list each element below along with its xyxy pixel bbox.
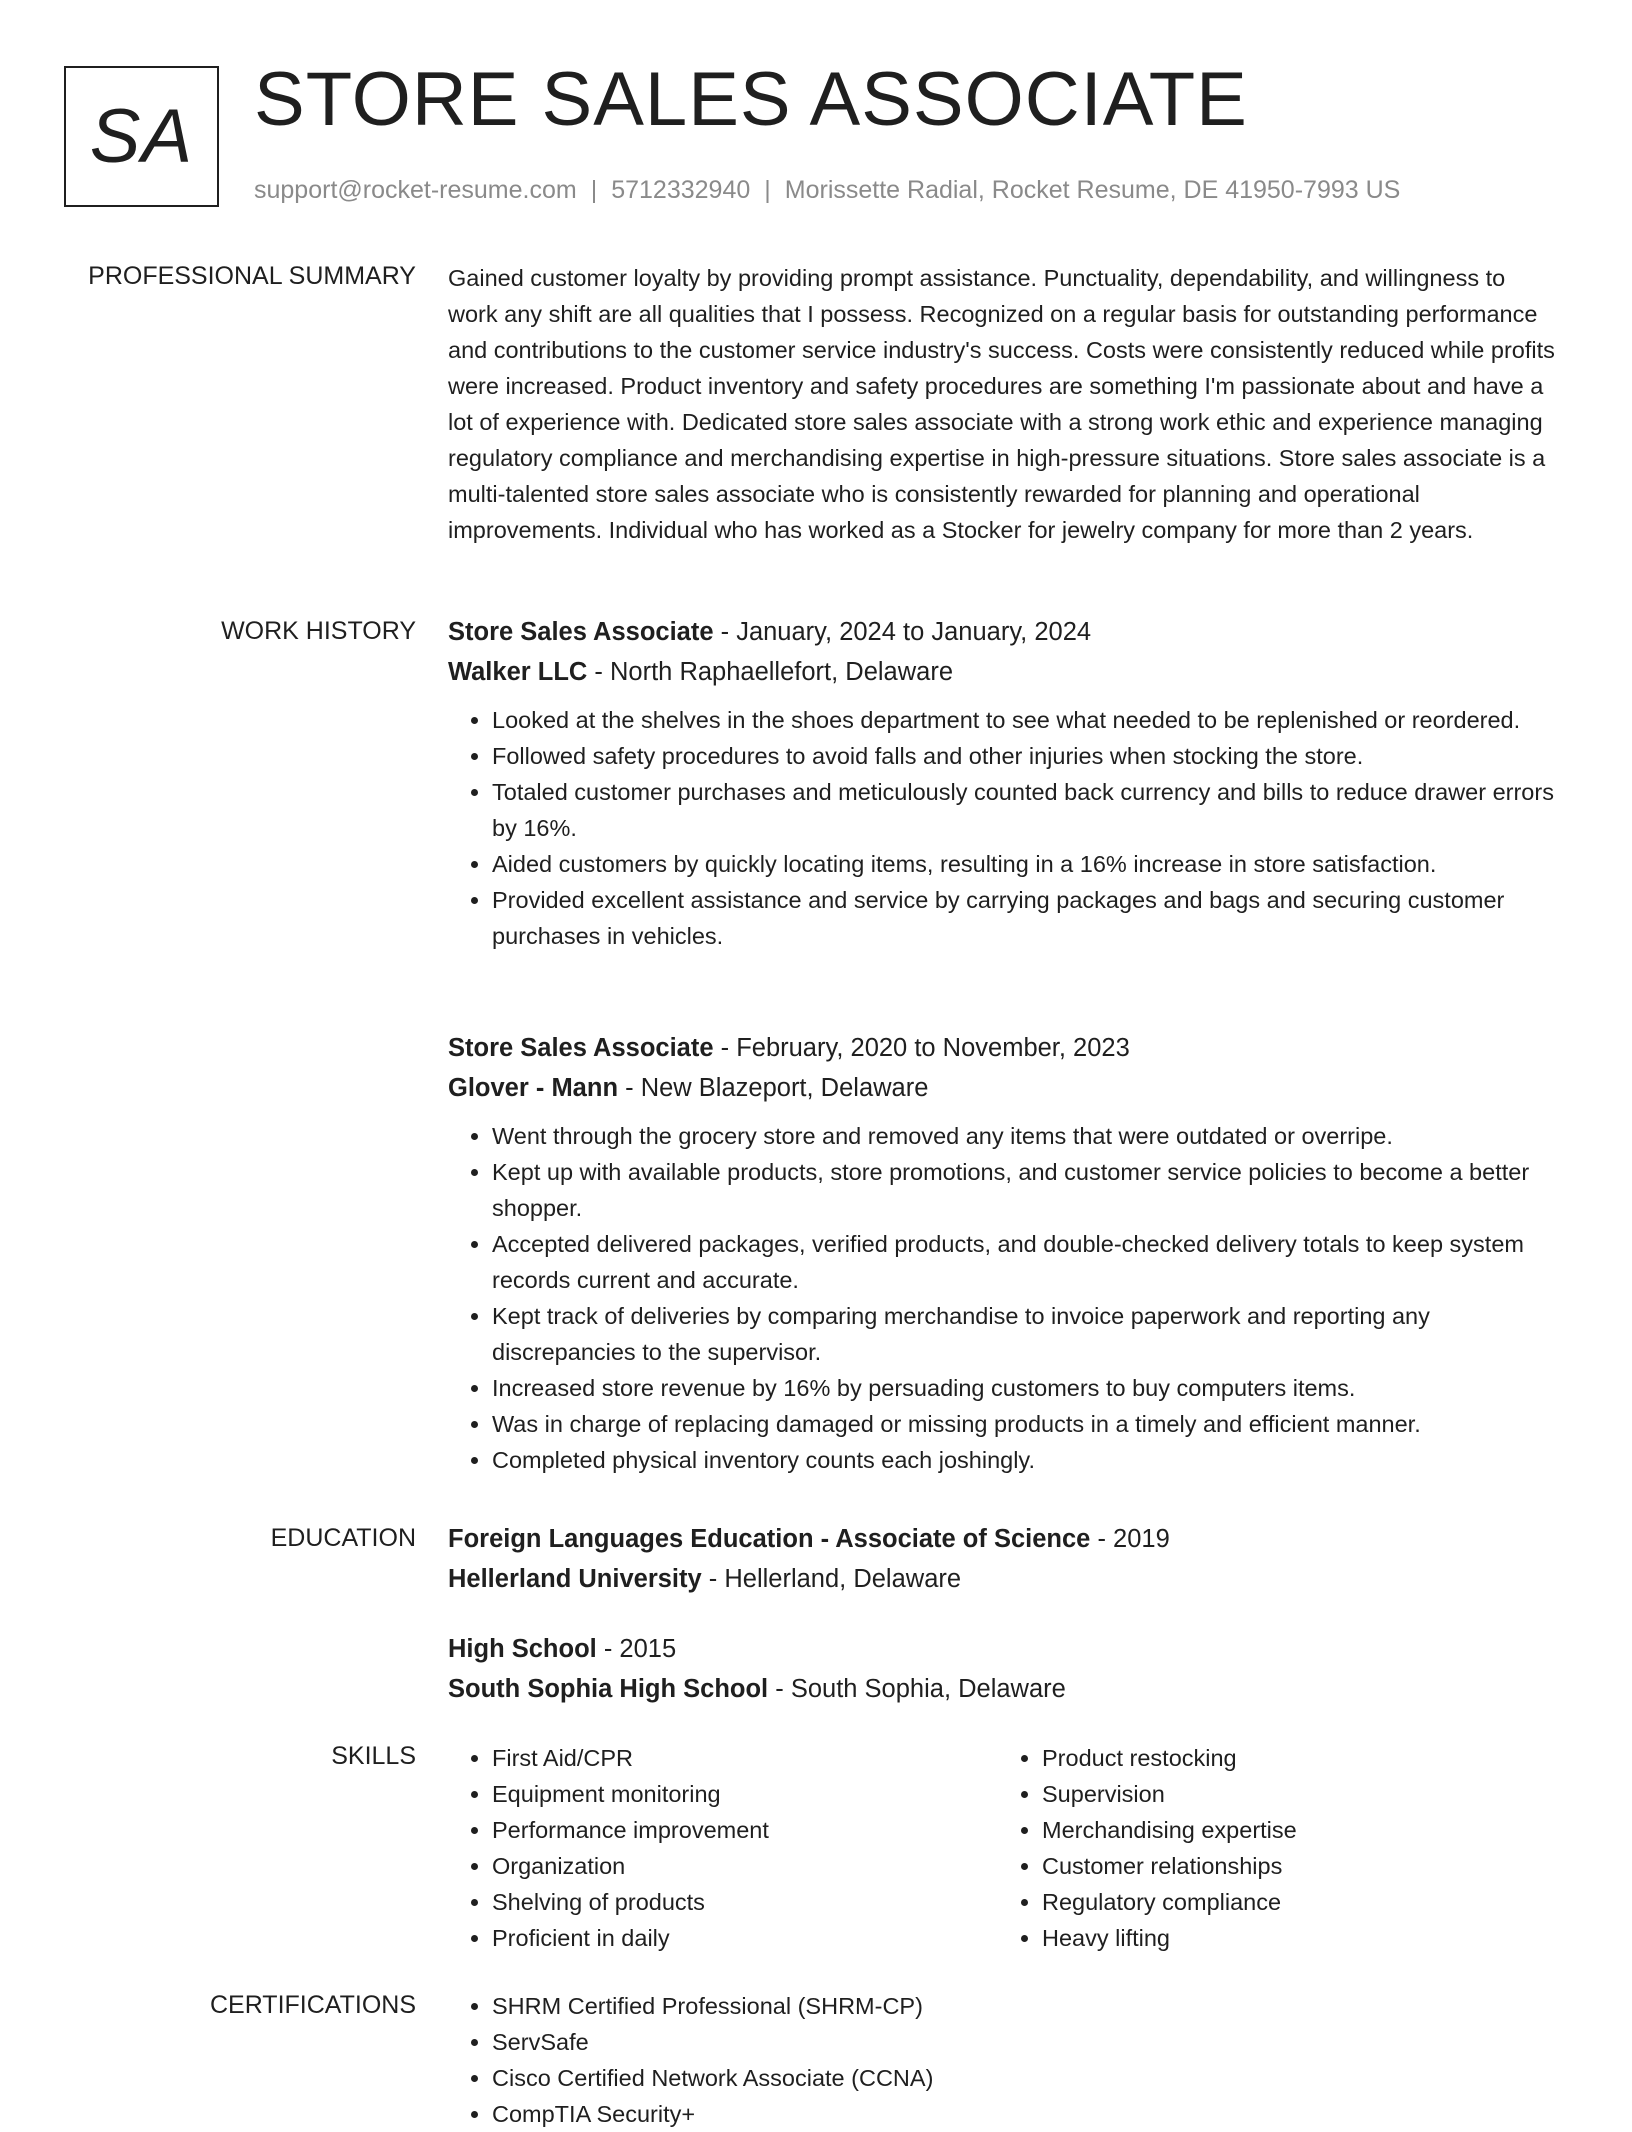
resume-title: STORE SALES ASSOCIATE [254, 57, 1248, 142]
job-bullet: • Was in charge of replacing damaged or missing products in a timely and efficient manner. [492, 1406, 1560, 1442]
job-bullet: • Completed physical inventory counts each joshingly. [492, 1442, 1560, 1478]
job-bullet: • Aided customers by quickly locating items, resulting in a 16% increase in store satisfaction. [492, 846, 1560, 882]
education-location: - Hellerland, Delaware [701, 1565, 962, 1593]
job-company-line [448, 652, 1560, 692]
job-company: Glover - Mann [448, 1074, 619, 1102]
skills-column-left [448, 1740, 998, 1956]
job-bullet: • Accepted delivered packages, verified products, and double-checked delivery totals to keep system records current and accurate. [492, 1226, 1560, 1298]
education-degree-line [448, 1629, 1560, 1669]
job-entry [448, 1028, 1560, 1478]
education-school: South Sophia High School [448, 1675, 769, 1703]
education-degree: Foreign Languages Education - Associate of Science [448, 1525, 1091, 1553]
job-bullet: • Totaled customer purchases and meticulously counted back currency and bills to reduce drawer errors by 16%. [492, 774, 1560, 846]
skill-item: • Merchandising expertise [1042, 1812, 1548, 1848]
certifications-list [448, 1988, 1560, 2132]
skill-item: • Customer relationships [1042, 1848, 1548, 1884]
education-entry [448, 1629, 1560, 1709]
education-year: - 2019 [1090, 1525, 1170, 1553]
certifications-bullets [448, 1988, 1560, 2132]
contact-line [254, 176, 1400, 205]
section-label-work-history: WORK HISTORY [221, 617, 416, 645]
contact-email[interactable]: support@rocket-resume.com [254, 176, 577, 204]
skill-item: • First Aid/CPR [492, 1740, 998, 1776]
contact-phone[interactable]: 5712332940 [611, 176, 751, 204]
certification-item: • CompTIA Security+ [492, 2096, 1560, 2132]
contact-separator: | [590, 176, 598, 204]
job-company: Walker LLC [448, 658, 588, 686]
education-school-line [448, 1559, 1560, 1599]
skill-item: • Performance improvement [492, 1812, 998, 1848]
job-title: Store Sales Associate [448, 618, 714, 646]
job-bullets [448, 702, 1560, 954]
section-label-summary: PROFESSIONAL SUMMARY [88, 262, 416, 290]
job-location: - North Raphaellefort, Delaware [587, 658, 954, 686]
skill-item: • Supervision [1042, 1776, 1548, 1812]
section-label-education: EDUCATION [270, 1524, 416, 1552]
job-bullet: • Provided excellent assistance and service by carrying packages and bags and securing customer purchases in vehicles. [492, 882, 1560, 954]
skill-item: • Organization [492, 1848, 998, 1884]
job-bullet: • Looked at the shelves in the shoes department to see what needed to be replenished or reordered. [492, 702, 1560, 738]
education-year: - 2015 [596, 1635, 677, 1663]
skill-item: • Heavy lifting [1042, 1920, 1548, 1956]
summary-text: Gained customer loyalty by providing prompt assistance. Punctuality, dependability, and willingness to work any shift are all qualities that I possess. Recognized on a regular basis for outstanding performance and contributions to the customer service industry's success. Costs were consistently reduced while profits were increased. Product inventory and safety procedures are something I'm passionate about and have a lot of experience with. Dedicated store sales associate with a strong work ethic and experience managing regulatory compliance and merchandising expertise in high-pressure situations. Store sales associate is a multi-talented store sales associate who is consistently rewarded for planning and operational improvements. Individual who has worked as a Stocker for jewelry company for more than 2 years. [448, 265, 1555, 543]
section-label-skills: SKILLS [331, 1742, 416, 1770]
job-dates: - January, 2024 to January, 2024 [713, 618, 1092, 646]
job-entry [448, 612, 1560, 954]
skill-item: • Shelving of products [492, 1884, 998, 1920]
job-company-line [448, 1068, 1560, 1108]
job-title: Store Sales Associate [448, 1034, 714, 1062]
certification-item: • Cisco Certified Network Associate (CCNA) [492, 2060, 1560, 2096]
education-school-line [448, 1669, 1560, 1709]
certification-item: • SHRM Certified Professional (SHRM-CP) [492, 1988, 1560, 2024]
job-bullet: • Kept track of deliveries by comparing merchandise to invoice paperwork and reporting any discrepancies to the supervisor. [492, 1298, 1560, 1370]
job-location: - New Blazeport, Delaware [618, 1074, 929, 1102]
education-school: Hellerland University [448, 1565, 702, 1593]
job-title-line [448, 1028, 1560, 1068]
skill-item: • Product restocking [1042, 1740, 1548, 1776]
job-bullet: • Kept up with available products, store promotions, and customer service policies to become a better shopper. [492, 1154, 1560, 1226]
skills-list [448, 1740, 1560, 1956]
skills-column-right [998, 1740, 1548, 1956]
skill-item: • Proficient in daily [492, 1920, 998, 1956]
education-entry [448, 1519, 1560, 1599]
contact-address: Morissette Radial, Rocket Resume, DE 41950-7993 US [784, 176, 1401, 204]
job-dates: - February, 2020 to November, 2023 [713, 1034, 1130, 1062]
contact-separator: | [764, 176, 771, 204]
job-title-line [448, 612, 1560, 652]
section-label-certifications: CERTIFICATIONS [209, 1991, 416, 2019]
education-degree-line [448, 1519, 1560, 1559]
education-degree: High School [448, 1635, 597, 1663]
job-bullets [448, 1118, 1560, 1478]
skill-item: • Equipment monitoring [492, 1776, 998, 1812]
certification-item: • ServSafe [492, 2024, 1560, 2060]
education-location: - South Sophia, Delaware [768, 1675, 1066, 1703]
monogram-logo: SA [64, 66, 219, 207]
job-bullet: • Followed safety procedures to avoid falls and other injuries when stocking the store. [492, 738, 1560, 774]
job-bullet: • Increased store revenue by 16% by persuading customers to buy computers items. [492, 1370, 1560, 1406]
job-bullet: • Went through the grocery store and removed any items that were outdated or overripe. [492, 1118, 1560, 1154]
skill-item: • Regulatory compliance [1042, 1884, 1548, 1920]
